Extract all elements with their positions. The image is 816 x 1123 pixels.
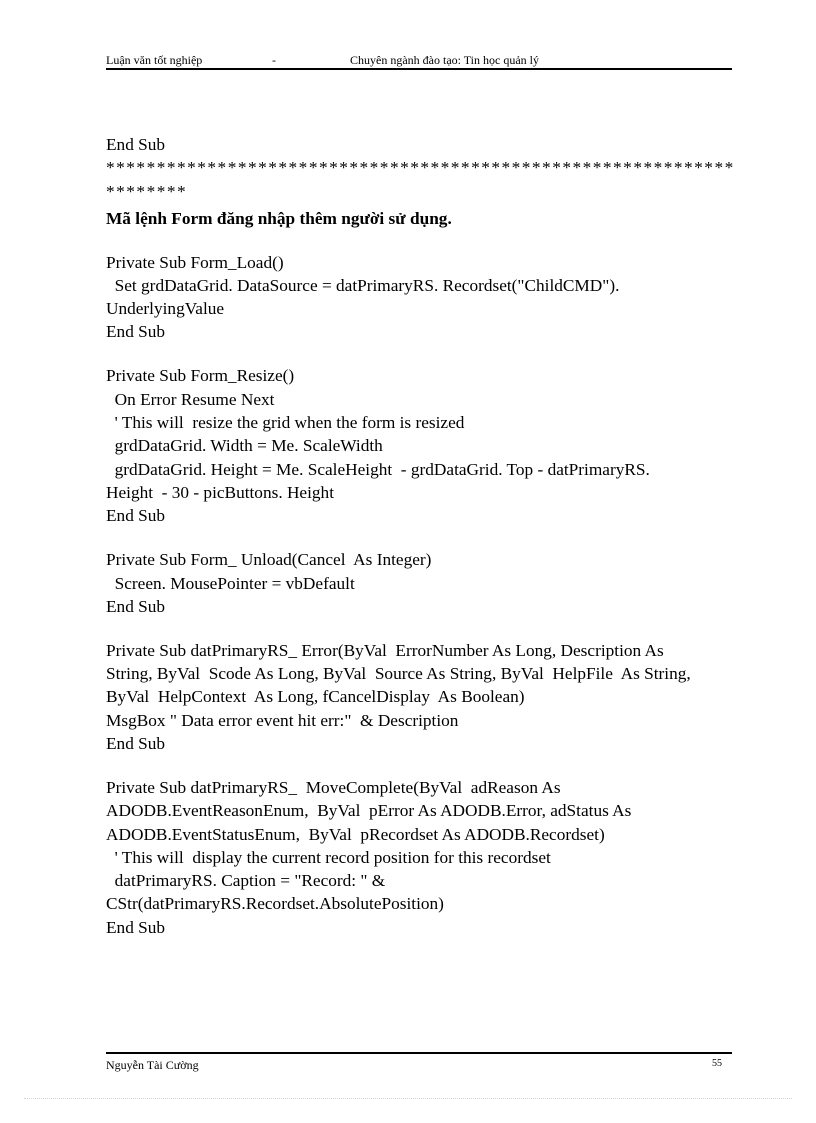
header-thesis-label: Luận văn tốt nghiệp (106, 53, 203, 67)
separator-stars: ************************************************************** (106, 158, 735, 178)
paragraph-gap (106, 344, 732, 365)
page-header (106, 51, 732, 70)
page-bottom-divider (24, 1098, 792, 1099)
code-line: End Sub (106, 322, 166, 342)
code-line: grdDataGrid. Height = Me. ScaleHeight - grdDataGrid. Top - datPrimaryRS. (106, 459, 650, 479)
code-line: Screen. MousePointer = vbDefault (106, 573, 355, 593)
code-line: End Sub (106, 135, 166, 154)
code-line: MsgBox " Data error event hit err:" & Description (106, 710, 459, 730)
code-line: ByVal HelpContext As Long, fCancelDisplay As Boolean) (106, 687, 525, 707)
code-line: ' This will resize the grid when the form is resized (106, 413, 465, 433)
code-line: On Error Resume Next (106, 389, 275, 409)
code-line: ADODB.EventReasonEnum, ByVal pError As ADODB.Error, adStatus As (106, 801, 632, 821)
code-line: Private Sub datPrimaryRS_ Error(ByVal ErrorNumber As Long, Description As (106, 640, 664, 660)
separator-stars: ******** (106, 181, 188, 201)
code-line: String, ByVal Scode As Long, ByVal Source As String, ByVal HelpFile As String, (106, 664, 691, 684)
document-body (106, 133, 735, 939)
section-heading: Mã lệnh Form đăng nhập thêm người sử dụng. (106, 208, 452, 228)
code-line: Height - 30 - picButtons. Height (106, 482, 334, 502)
paragraph-gap (106, 230, 732, 251)
code-line: Private Sub datPrimaryRS_ MoveComplete(ByVal adReason As (106, 777, 561, 797)
code-line: Private Sub Form_ Unload(Cancel As Integer) (106, 550, 432, 570)
code-line: End Sub (106, 917, 166, 937)
code-line: Set grdDataGrid. DataSource = datPrimaryRS. Recordset("ChildCMD"). (106, 275, 620, 295)
code-line: grdDataGrid. Width = Me. ScaleWidth (106, 436, 383, 456)
code-line: End Sub (106, 596, 166, 616)
footer-author: Nguyễn Tài Cường (106, 1058, 199, 1072)
page-footer (106, 1052, 732, 1072)
paragraph-gap (106, 528, 732, 549)
code-line: UnderlyingValue (106, 299, 225, 319)
code-line: End Sub (106, 506, 166, 526)
paragraph-gap (106, 618, 732, 639)
footer-page-number: 55 (712, 1058, 722, 1069)
code-line: CStr(datPrimaryRS.Recordset.AbsolutePosition) (106, 894, 444, 914)
header-separator: - (272, 53, 276, 67)
code-line: End Sub (106, 733, 166, 753)
paragraph-gap (106, 755, 732, 776)
header-major-label: Chuyên ngành đào tạo: Tin học quản lý (350, 53, 539, 67)
code-line: datPrimaryRS. Caption = "Record: " & (106, 871, 386, 891)
code-line: ' This will display the current record position for this recordset (106, 847, 551, 867)
code-line: Private Sub Form_Load() (106, 252, 284, 272)
code-line: Private Sub Form_Resize() (106, 366, 295, 386)
code-line: ADODB.EventStatusEnum, ByVal pRecordset As ADODB.Recordset) (106, 824, 605, 844)
